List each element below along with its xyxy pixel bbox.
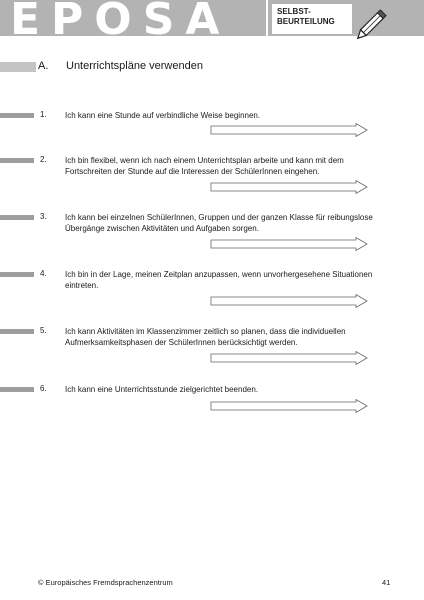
item-marker-bar	[0, 113, 34, 118]
item-number: 1.	[40, 110, 47, 119]
rating-arrow[interactable]	[210, 399, 368, 413]
title-line-1: SELBST-	[277, 7, 311, 16]
item-number: 2.	[40, 155, 47, 164]
section-title: Unterrichtspläne verwenden	[66, 60, 203, 72]
item-text: Ich bin in der Lage, meinen Zeitplan anzupassen, wenn unvorhergesehene Situationen eintreten.	[65, 270, 373, 290]
item-text: Ich kann eine Stunde auf verbindliche Weise beginnen.	[65, 111, 261, 120]
item-text: Ich kann Aktivitäten im Klassenzimmer zeitlich so planen, dass die individuellen Aufmerksamkeitsphasen der SchülerInnen berücksichtigt werden.	[65, 327, 346, 347]
rating-arrow[interactable]	[210, 180, 368, 194]
item-marker-bar	[0, 387, 34, 392]
title-line-2: BEURTEILUNG	[277, 17, 335, 26]
selbstbeurteilung-title	[272, 4, 352, 34]
item-number: 3.	[40, 212, 47, 221]
item-number: 6.	[40, 384, 47, 393]
item-number: 4.	[40, 269, 47, 278]
rating-arrow[interactable]	[210, 294, 368, 308]
header-band	[0, 0, 266, 36]
descriptor-item-1	[0, 110, 424, 153]
item-marker-bar	[0, 215, 34, 220]
page-number: 41	[382, 578, 391, 587]
eposa-logo: EPOSA	[10, 0, 231, 36]
descriptor-item-2	[0, 155, 424, 198]
descriptor-item-5	[0, 326, 424, 369]
item-text: Ich bin flexibel, wenn ich nach einem Unterrichtsplan arbeite und kann mit dem Fortschreiten der Stunde auf die Interessen der SchülerInnen eingehen.	[65, 156, 344, 176]
item-marker-bar	[0, 272, 34, 277]
rating-arrow[interactable]	[210, 123, 368, 137]
item-text: Ich kann bei einzelnen SchülerInnen, Gruppen und der ganzen Klasse für reibungslose Übergänge zwischen Aktivitäten und Aufgaben sorgen.	[65, 213, 373, 233]
rating-arrow[interactable]	[210, 237, 368, 251]
item-marker-bar	[0, 158, 34, 163]
descriptor-item-6	[0, 384, 424, 427]
copyright-text: © Europäisches Fremdsprachenzentrum	[38, 578, 173, 587]
item-text: Ich kann eine Unterrichtsstunde zielgerichtet beenden.	[65, 385, 259, 394]
item-number: 5.	[40, 326, 47, 335]
rating-arrow[interactable]	[210, 351, 368, 365]
section-letter: A.	[38, 60, 49, 72]
item-marker-bar	[0, 329, 34, 334]
descriptor-item-4	[0, 269, 424, 312]
section-marker-bar	[0, 62, 36, 72]
descriptor-item-3	[0, 212, 424, 255]
pencil-icon	[354, 2, 394, 42]
